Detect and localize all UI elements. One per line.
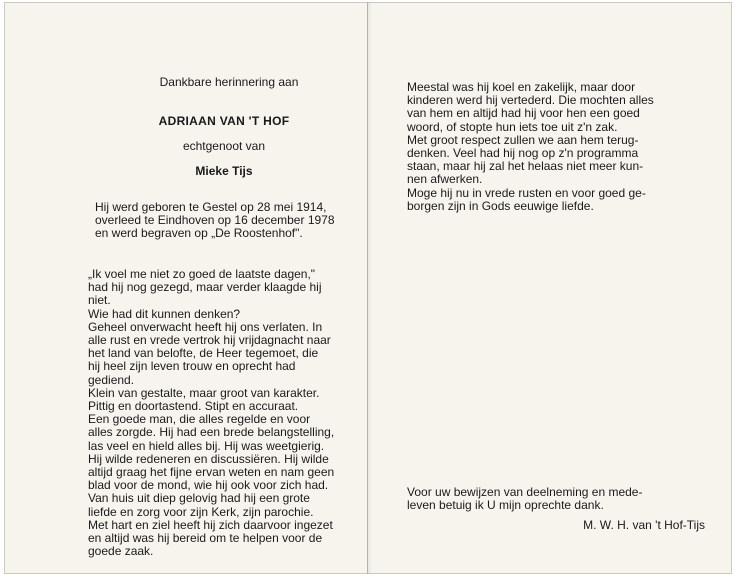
text-line: Pittig en doortastend. Stipt en accuraat. (88, 399, 299, 414)
text-line: nen afwerken. (407, 172, 483, 187)
text-line: Klein van gestalte, maar groot van karakter. (88, 385, 320, 400)
text-line: kinderen werd hij vertederd. Die mochten alles (407, 93, 654, 108)
text-line: borgen zijn in Gods eeuwige liefde. (407, 198, 594, 213)
spouse-name: Mieke Tijs (195, 164, 253, 178)
text-line: blad voor de mond, wie hij ook voor zich had. (88, 478, 329, 493)
text-line: Voor uw bewijzen van deelneming en mede- (407, 485, 643, 499)
text-line: alle rust en vrede vertrok hij vrijdagnacht naar (88, 333, 331, 348)
text-line: Moge hij nu in vrede rusten en voor goed ge- (407, 185, 646, 200)
text-line: goede zaak. (88, 544, 154, 559)
intro-text: Dankbare herinnering aan (159, 75, 299, 89)
thanks-paragraph (407, 486, 705, 512)
text-line: Wie had dit kunnen denken? (88, 306, 241, 321)
text-line: gediend. (88, 372, 135, 387)
right-page-paragraph (407, 81, 705, 213)
deceased-name: ADRIAAN VAN 'T HOF (158, 114, 290, 128)
text-line: Met groot respect zullen we aan hem terug- (407, 132, 639, 147)
eulogy-paragraph (88, 267, 335, 559)
text-line: overleed te Eindhoven op 16 december 1978 (95, 213, 335, 228)
text-line: alles zorgde. Hij had een brede belangstelling, (88, 425, 335, 440)
text-line: woord, of stopte hun iets toe uit z'n zak. (407, 119, 618, 134)
text-line: denken. Veel had hij nog op z'n programma (407, 146, 639, 161)
text-line: Van huis uit diep gelovig had hij een grote (88, 491, 310, 506)
text-line: en altijd was hij bereid om te helpen voor de (88, 531, 323, 546)
card-fold-shadow (368, 2, 372, 574)
signature: M. W. H. van 't Hof-Tijs (583, 518, 705, 532)
text-line: had hij nog gezegd, maar verder klaagde hij (88, 280, 322, 295)
text-line: het land van belofte, de Heer tegemoet, die (88, 346, 319, 361)
text-line: liefde en zorg voor zijn Kerk, zijn parochie. (88, 504, 314, 519)
text-line: staan, maar hij zal het helaas niet meer kun- (407, 159, 644, 174)
text-line: las veel en hield alles bij. Hij was weetgierig. (88, 438, 325, 453)
birth-death-paragraph (95, 200, 335, 241)
text-line: „Ik voel me niet zo goed de laatste dagen," (88, 267, 316, 281)
text-line: leven betuig ik U mijn oprechte dank. (407, 498, 604, 513)
text-line: Meestal was hij koel en zakelijk, maar door (407, 80, 636, 94)
text-line: van hem en altijd had hij voor hen een goed (407, 106, 640, 121)
text-line: niet. (88, 293, 111, 308)
spouse-label: echtgenoot van (182, 139, 266, 153)
text-line: Met hart en ziel heeft hij zich daarvoor ingezet (88, 517, 333, 532)
text-line: hij heel zijn leven trouw en oprecht had (88, 359, 296, 374)
text-line: altijd graag het fijne ervan weten en nam geen (88, 465, 335, 480)
text-line: Geheel onverwacht heeft hij ons verlaten. In (88, 319, 323, 334)
text-line: en werd begraven op „De Roostenhof". (95, 226, 303, 241)
text-line: Hij wilde redeneren en discussiëren. Hij wilde (88, 451, 329, 466)
text-line: Hij werd geboren te Gestel op 28 mei 1914, (95, 200, 327, 214)
text-line: Een goede man, die alles regelde en voor (88, 412, 311, 427)
